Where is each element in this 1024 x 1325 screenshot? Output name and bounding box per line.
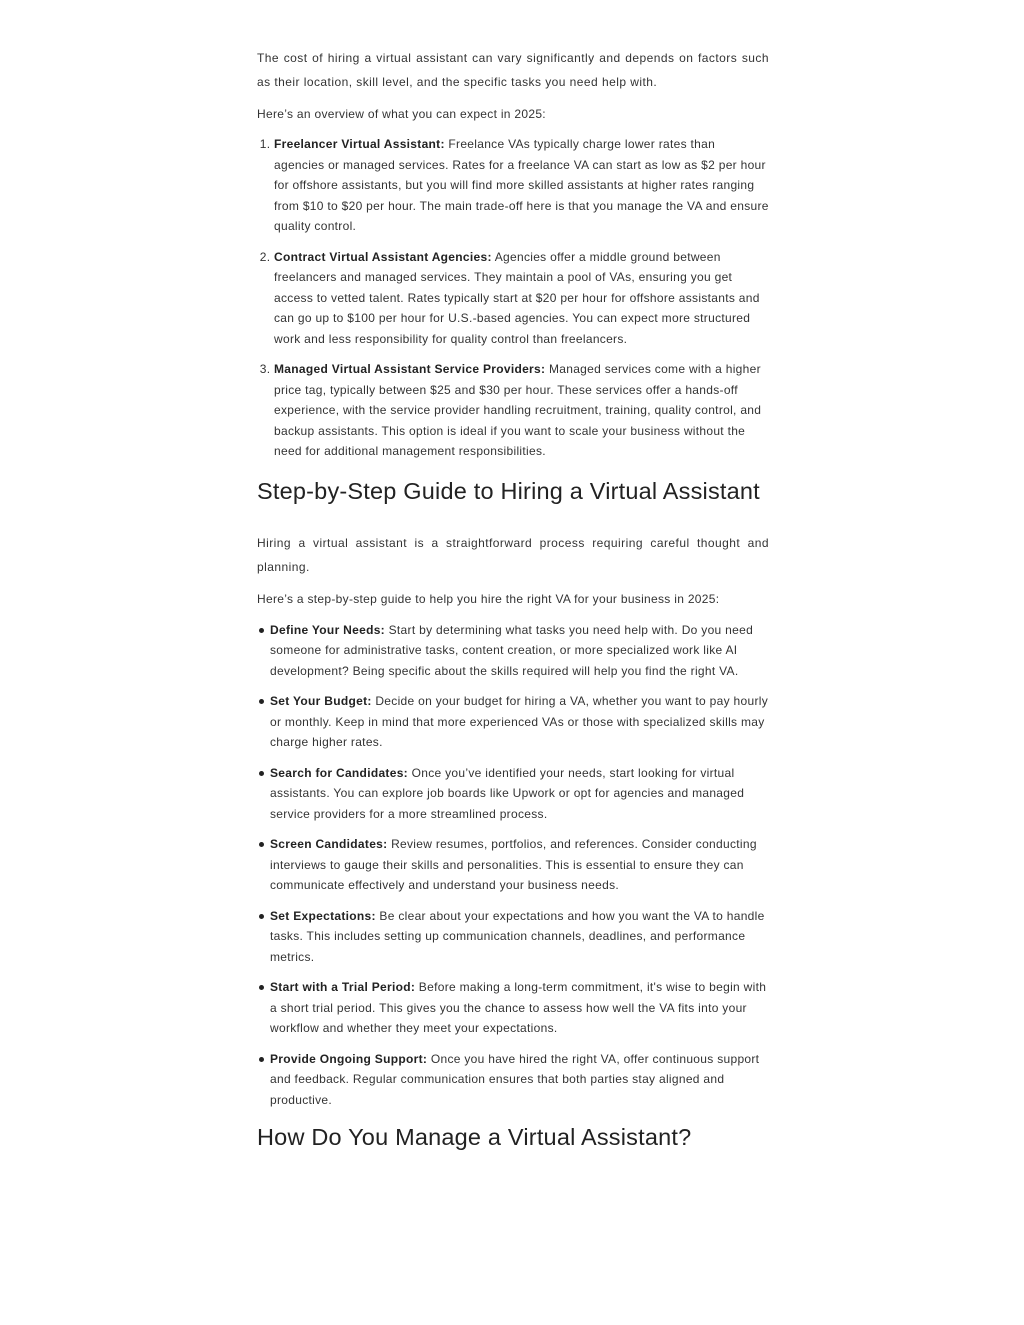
cost-overview-lead: Here’s an overview of what you can expect in 2025: [257,107,546,121]
bullet-icon [259,985,264,990]
list-item-term: Set Expectations: [270,908,376,923]
bullet-icon [259,699,264,704]
list-item-text: Start by determining what tasks you need help with. Do you need someone for administrative tasks, content creation, or more specialized work like AI development? Being specific about the skills required will help you find the right VA. [270,622,754,678]
list-item-text: Decide on your budget for hiring a VA, whether you want to pay hourly or monthly. Keep in mind that more experienced VAs or those with specialized skills may charge higher rates. [270,694,769,749]
list-item-term: Set Your Budget: [270,694,372,708]
list-item-term: Define Your Needs: [270,622,385,637]
bullet-icon [259,1057,264,1062]
list-item-text: Freelance VAs typically charge lower rates than agencies or managed services. Rates for a freelance VA can start as low as $2 per hour for offshore assistants, but you will find more skilled assistants at higher rates ranging from $10 to $20 per hour. The main trade-off here is that you manage the VA and ensure quality control. [274,137,769,233]
heading-spacer [257,505,769,531]
bullet-icon [259,914,264,919]
cost-list [257,134,769,462]
article-body [257,46,769,1151]
list-item-text: Agencies offer a middle ground between freelancers and managed services. They maintain a pool of VAs, ensuring you get access to vetted talent. Rates typically start at $20 per hour for offshore assistants and can go up to $100 per hour for U.S.-based agencies. You can expect more structured work and less responsibility for quality control than freelancers. [274,249,760,346]
guide-steps-list [257,620,769,1111]
bullet-icon [259,628,264,633]
list-item [274,359,769,462]
list-item [270,834,769,896]
list-item-text: Managed services come with a higher price tag, typically between $25 and $30 per hour. These services offer a hands-off experience, with the service provider handling recruitment, training, quality control, and backup assistants. This option is ideal if you want to scale your business without the need for additional management responsibilities. [274,362,762,458]
bullet-icon [259,771,264,776]
bullet-icon [259,842,264,847]
guide-overview-lead: Here’s a step-by-step guide to help you hire the right VA for your business in 2025: [257,591,720,606]
list-item-text: Before making a long-term commitment, it's wise to begin with a short trial period. This gives you the chance to assess how well the VA fits into your workflow and whether they meet your expectations. [270,980,767,1035]
list-item-term: Managed Virtual Assistant Service Providers: [274,362,546,376]
list-item-text: Once you’ve identified your needs, start looking for virtual assistants. You can explore job boards like Upwork or opt for agencies and managed service providers for a more streamlined process. [270,765,745,821]
list-item-term: Search for Candidates: [270,765,408,780]
manage-heading: How Do You Manage a Virtual Assistant? [257,1124,692,1150]
list-item [270,620,769,682]
list-item [270,906,769,968]
guide-intro-paragraph: Hiring a virtual assistant is a straightforward process requiring careful thought and planning. [257,535,769,574]
list-item-term: Provide Ongoing Support: [270,1051,428,1066]
list-item [270,763,769,825]
list-item-text: Review resumes, portfolios, and references. Consider conducting interviews to gauge their skills and personalities. This is essential to ensure they can communicate effectively and understand your business needs. [270,837,757,892]
cost-intro-paragraph: The cost of hiring a virtual assistant can vary significantly and depends on factors such as their location, skill level, and the specific tasks you need help with. [257,51,769,89]
list-item-text: Be clear about your expectations and how you want the VA to handle tasks. This includes setting up communication channels, deadlines, and performance metrics. [270,908,765,964]
list-item-term: Start with a Trial Period: [270,980,416,994]
list-item [274,247,769,350]
list-item [274,134,769,237]
list-item [270,691,769,753]
list-item-term: Screen Candidates: [270,837,388,851]
guide-heading: Step-by-Step Guide to Hiring a Virtual Assistant [257,477,760,504]
list-item-text: Once you have hired the right VA, offer continuous support and feedback. Regular communication ensures that both parties stay aligned and productive. [270,1051,760,1107]
list-item [270,1049,769,1111]
list-item [270,977,769,1039]
list-item-term: Contract Virtual Assistant Agencies: [274,249,492,264]
list-item-term: Freelancer Virtual Assistant: [274,137,445,151]
